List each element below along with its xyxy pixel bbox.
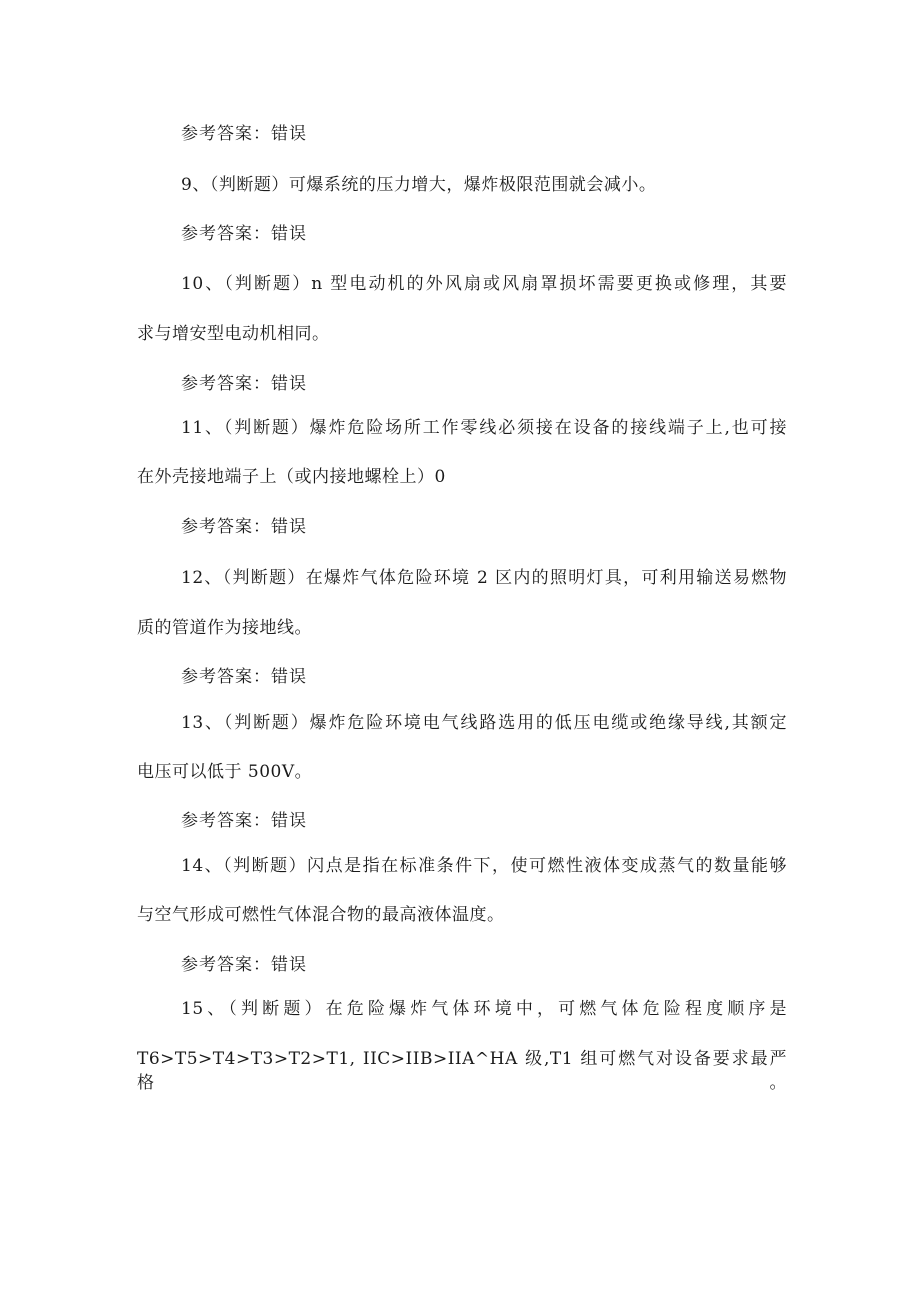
answer-10: 参考答案：错误 bbox=[181, 374, 307, 394]
question-10-line-2: 求与增安型电动机相同。 bbox=[137, 324, 330, 344]
question-15-line-1: 15、（判断题）在危险爆炸气体环境中，可燃气体危险程度顺序是 bbox=[181, 999, 787, 1019]
question-12-line-1: 12、（判断题）在爆炸气体危险环境 2 区内的照明灯具，可利用输送易燃物 bbox=[181, 568, 787, 588]
question-13-line-2: 电压可以低于 500V。 bbox=[137, 762, 313, 782]
question-10-line-1: 10、（判断题）n 型电动机的外风扇或风扇罩损坏需要更换或修理，其要 bbox=[181, 274, 787, 294]
question-11-line-2: 在外壳接地端子上（或内接地螺栓上）0 bbox=[137, 467, 446, 487]
answer-9: 参考答案：错误 bbox=[181, 224, 307, 244]
answer-line: 参考答案：错误 bbox=[181, 124, 307, 144]
question-9-line-1: 9、（判断题）可爆系统的压力增大，爆炸极限范围就会减小。 bbox=[181, 175, 657, 195]
question-11-line-1: 11、（判断题）爆炸危险场所工作零线必须接在设备的接线端子上,也可接 bbox=[181, 418, 787, 438]
answer-14: 参考答案：错误 bbox=[181, 955, 307, 975]
answer-11: 参考答案：错误 bbox=[181, 517, 307, 537]
question-13-line-1: 13、（判断题）爆炸危险环境电气线路选用的低压电缆或绝缘导线,其额定 bbox=[181, 713, 787, 733]
question-15-line-2: T6>T5>T4>T3>T2>T1, IIC>IIB>IIA^HA 级,T1 组可燃气对设备要求最严格。 bbox=[137, 1049, 787, 1093]
question-14-line-2: 与空气形成可燃性气体混合物的最高液体温度。 bbox=[137, 905, 505, 925]
question-12-line-2: 质的管道作为接地线。 bbox=[137, 618, 312, 638]
answer-12: 参考答案：错误 bbox=[181, 667, 307, 687]
question-14-line-1: 14、（判断题）闪点是指在标准条件下，使可燃性液体变成蒸气的数量能够 bbox=[181, 856, 787, 876]
answer-13: 参考答案：错误 bbox=[181, 811, 307, 831]
